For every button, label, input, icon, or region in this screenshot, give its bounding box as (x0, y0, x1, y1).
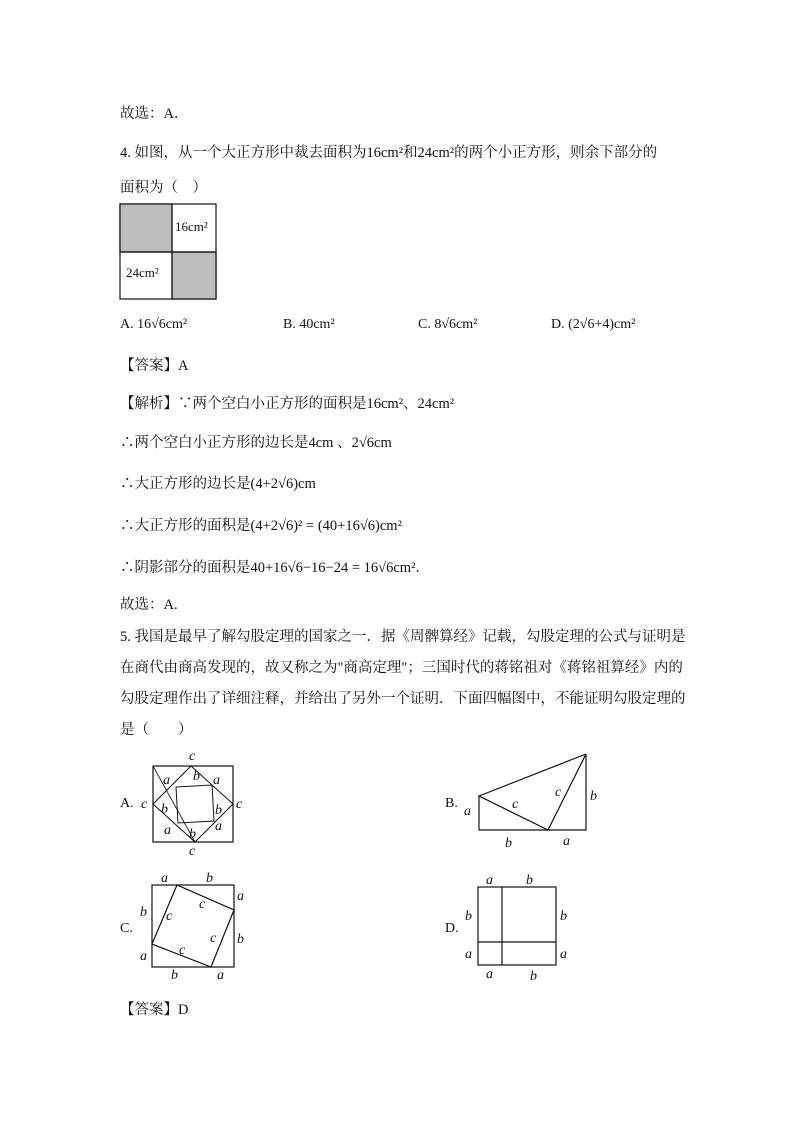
question-5-answer: 【答案】D (120, 1002, 189, 1018)
svg-text:b: b (161, 802, 168, 817)
svg-text:c: c (512, 797, 519, 812)
question-5-line-3: 勾股定理作出了详细注释，并给出了另外一个证明．下面四幅图中，不能证明勾股定理的 (120, 691, 686, 707)
svg-text:b: b (206, 871, 213, 886)
svg-text:a: a (164, 823, 171, 838)
option-c: C. 8√6cm² (418, 317, 478, 332)
svg-text:b: b (171, 968, 178, 983)
svg-text:b: b (526, 873, 533, 888)
option-a: A. 16√6cm² (120, 317, 188, 332)
label-c-left: c (141, 797, 148, 812)
svg-text:b: b (465, 909, 472, 924)
svg-text:c: c (199, 897, 206, 912)
svg-text:a: a (161, 871, 168, 886)
figure-d-label: D. (445, 921, 459, 936)
figure-c-label: C. (120, 921, 133, 936)
label-16cm2: 16cm² (175, 219, 208, 234)
label-c-bottom: c (189, 844, 196, 859)
analysis-line-2: ∴两个空白小正方形的边长是4cm 、2√6cm (120, 435, 392, 451)
question-5-line-1: 5. 我国是最早了解勾股定理的国家之一．据《周髀算经》记载，勾股定理的公式与证明是 (120, 629, 686, 645)
svg-text:c: c (555, 785, 562, 800)
svg-text:a: a (560, 947, 567, 962)
svg-text:b: b (140, 905, 147, 920)
svg-text:a: a (465, 947, 472, 962)
svg-text:a: a (563, 834, 570, 849)
shaded-square-bottom-right (172, 252, 216, 299)
question-4-figure (119, 203, 219, 301)
question-4-conclusion: 故选：A. (120, 597, 178, 613)
svg-text:b: b (193, 769, 200, 784)
analysis-line-5: ∴阴影部分的面积是40+16√6−16−24 = 16√6cm²． (120, 560, 430, 576)
analysis-line-1: 【解析】∵两个空白小正方形的面积是16cm²、24cm² (120, 396, 455, 412)
figure-c (136, 868, 251, 983)
svg-text:b: b (505, 836, 512, 851)
analysis-line-3: ∴大正方形的边长是(4+2√6)cm (120, 476, 316, 492)
svg-text:b: b (590, 789, 597, 804)
label-c-top: c (189, 749, 196, 764)
answer-label: 【答案】A (120, 358, 189, 374)
shaded-square-top-left (120, 204, 172, 252)
svg-text:a: a (486, 873, 493, 888)
svg-text:b: b (237, 932, 244, 947)
svg-text:a: a (486, 967, 493, 982)
svg-text:a: a (163, 773, 170, 788)
svg-text:b: b (560, 909, 567, 924)
svg-text:a: a (217, 968, 224, 983)
previous-answer: 故选：A． (120, 106, 189, 122)
svg-text:c: c (166, 909, 173, 924)
question-4-line-1: 4. 如图，从一个大正方形中裁去面积为16cm²和24cm²的两个小正方形，则余下部分的 (120, 145, 658, 161)
option-d: D. (2√6+4)cm² (551, 317, 636, 332)
svg-text:c: c (179, 943, 186, 958)
svg-text:a: a (213, 773, 220, 788)
figure-b-label: B. (445, 796, 458, 811)
question-5-line-2: 在商代由商高发现的，故又称之为"商高定理"；三国时代的蒋铭祖对《蒋铭祖算经》内的 (120, 660, 683, 676)
svg-text:a: a (140, 949, 147, 964)
label-c-right: c (236, 797, 243, 812)
svg-text:b: b (530, 969, 537, 983)
svg-text:c: c (210, 931, 217, 946)
svg-text:a: a (464, 804, 471, 819)
figure-d (460, 868, 575, 983)
svg-text:a: a (215, 819, 222, 834)
figure-a-label: A. (120, 796, 134, 811)
svg-text:a: a (237, 889, 244, 904)
svg-text:b: b (189, 827, 196, 842)
figure-b (460, 748, 605, 853)
svg-text:b: b (215, 803, 222, 818)
figure-a (136, 748, 251, 860)
label-24cm2: 24cm² (126, 265, 159, 280)
question-5-line-4: 是（ ） (120, 722, 193, 738)
analysis-line-4: ∴大正方形的面积是(4+2√6)² = (40+16√6)cm² (120, 518, 402, 534)
question-4-line-2: 面积为（ ） (120, 180, 207, 196)
option-b: B. 40cm² (283, 317, 335, 332)
